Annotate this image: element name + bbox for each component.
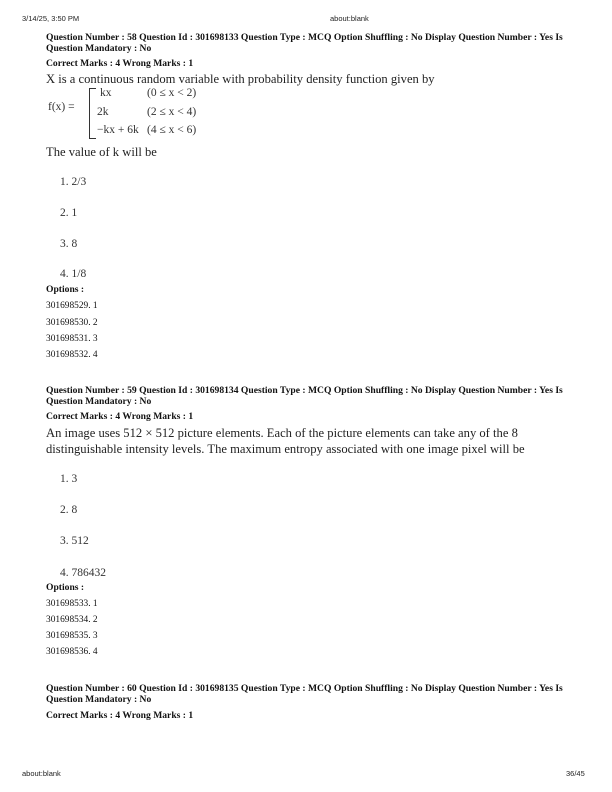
question-58-option-id-2: 301698530. 2 — [46, 318, 98, 328]
pdf-case-3-expr: −kx + 6k — [97, 124, 139, 136]
print-page-title: about:blank — [330, 14, 369, 23]
question-58-option-id-3: 301698531. 3 — [46, 334, 98, 344]
question-58-text2: The value of k will be — [46, 145, 157, 159]
question-58-choice-2: 2. 1 — [60, 207, 78, 219]
question-59-choice-1: 1. 3 — [60, 473, 78, 485]
question-59-choice-4: 4. 786432 — [60, 567, 106, 579]
question-58-choice-1: 1. 2/3 — [60, 176, 87, 188]
question-59-option-id-4: 301698536. 4 — [46, 647, 98, 657]
question-58-option-id-1: 301698529. 1 — [46, 301, 98, 311]
question-59-choice-2: 2. 8 — [60, 504, 78, 516]
pdf-case-1-cond: (0 ≤ x < 2) — [147, 87, 197, 99]
question-59-options-label: Options : — [46, 582, 85, 593]
pdf-case-1-expr: kx — [100, 87, 112, 99]
question-59-option-id-2: 301698534. 2 — [46, 615, 98, 625]
question-59-meta: Question Number : 59 Question Id : 301698134 Question Type : MCQ Option Shuffling : No Display Question Number : Yes Is Question Mandatory : No — [46, 385, 563, 408]
question-58-marks: Correct Marks : 4 Wrong Marks : 1 — [46, 58, 194, 69]
pdf-case-2-cond: (2 ≤ x < 4) — [147, 106, 197, 118]
pdf-lhs: f(x) = — [48, 101, 75, 113]
question-59-text: An image uses 512 × 512 picture elements. Each of the picture elements can take any of the 8 distinguishable intensity levels. The maximum entropy associated with one image pixel will be — [46, 426, 525, 456]
pdf-case-3-cond: (4 ≤ x < 6) — [147, 124, 197, 136]
print-datetime: 3/14/25, 3:50 PM — [22, 14, 80, 23]
question-58-choice-3: 3. 8 — [60, 238, 78, 250]
pdf-brace — [89, 88, 96, 139]
question-58-options-label: Options : — [46, 284, 85, 295]
print-page-number: 36/45 — [566, 769, 585, 778]
question-60-marks: Correct Marks : 4 Wrong Marks : 1 — [46, 710, 194, 721]
question-58-choice-4: 4. 1/8 — [60, 268, 87, 280]
print-footer-url: about:blank — [22, 769, 61, 778]
question-59-choice-3: 3. 512 — [60, 535, 89, 547]
question-59-marks: Correct Marks : 4 Wrong Marks : 1 — [46, 411, 194, 422]
question-58-text: X is a continuous random variable with probability density function given by — [46, 72, 435, 86]
question-58-option-id-4: 301698532. 4 — [46, 350, 98, 360]
question-59-option-id-3: 301698535. 3 — [46, 631, 98, 641]
question-59-option-id-1: 301698533. 1 — [46, 599, 98, 609]
question-58-meta: Question Number : 58 Question Id : 301698133 Question Type : MCQ Option Shuffling : No Display Question Number : Yes Is Question Mandatory : No — [46, 32, 563, 55]
pdf-case-2-expr: 2k — [97, 106, 109, 118]
question-60-meta: Question Number : 60 Question Id : 301698135 Question Type : MCQ Option Shuffling : No Display Question Number : Yes Is Question Mandatory : No — [46, 683, 563, 706]
